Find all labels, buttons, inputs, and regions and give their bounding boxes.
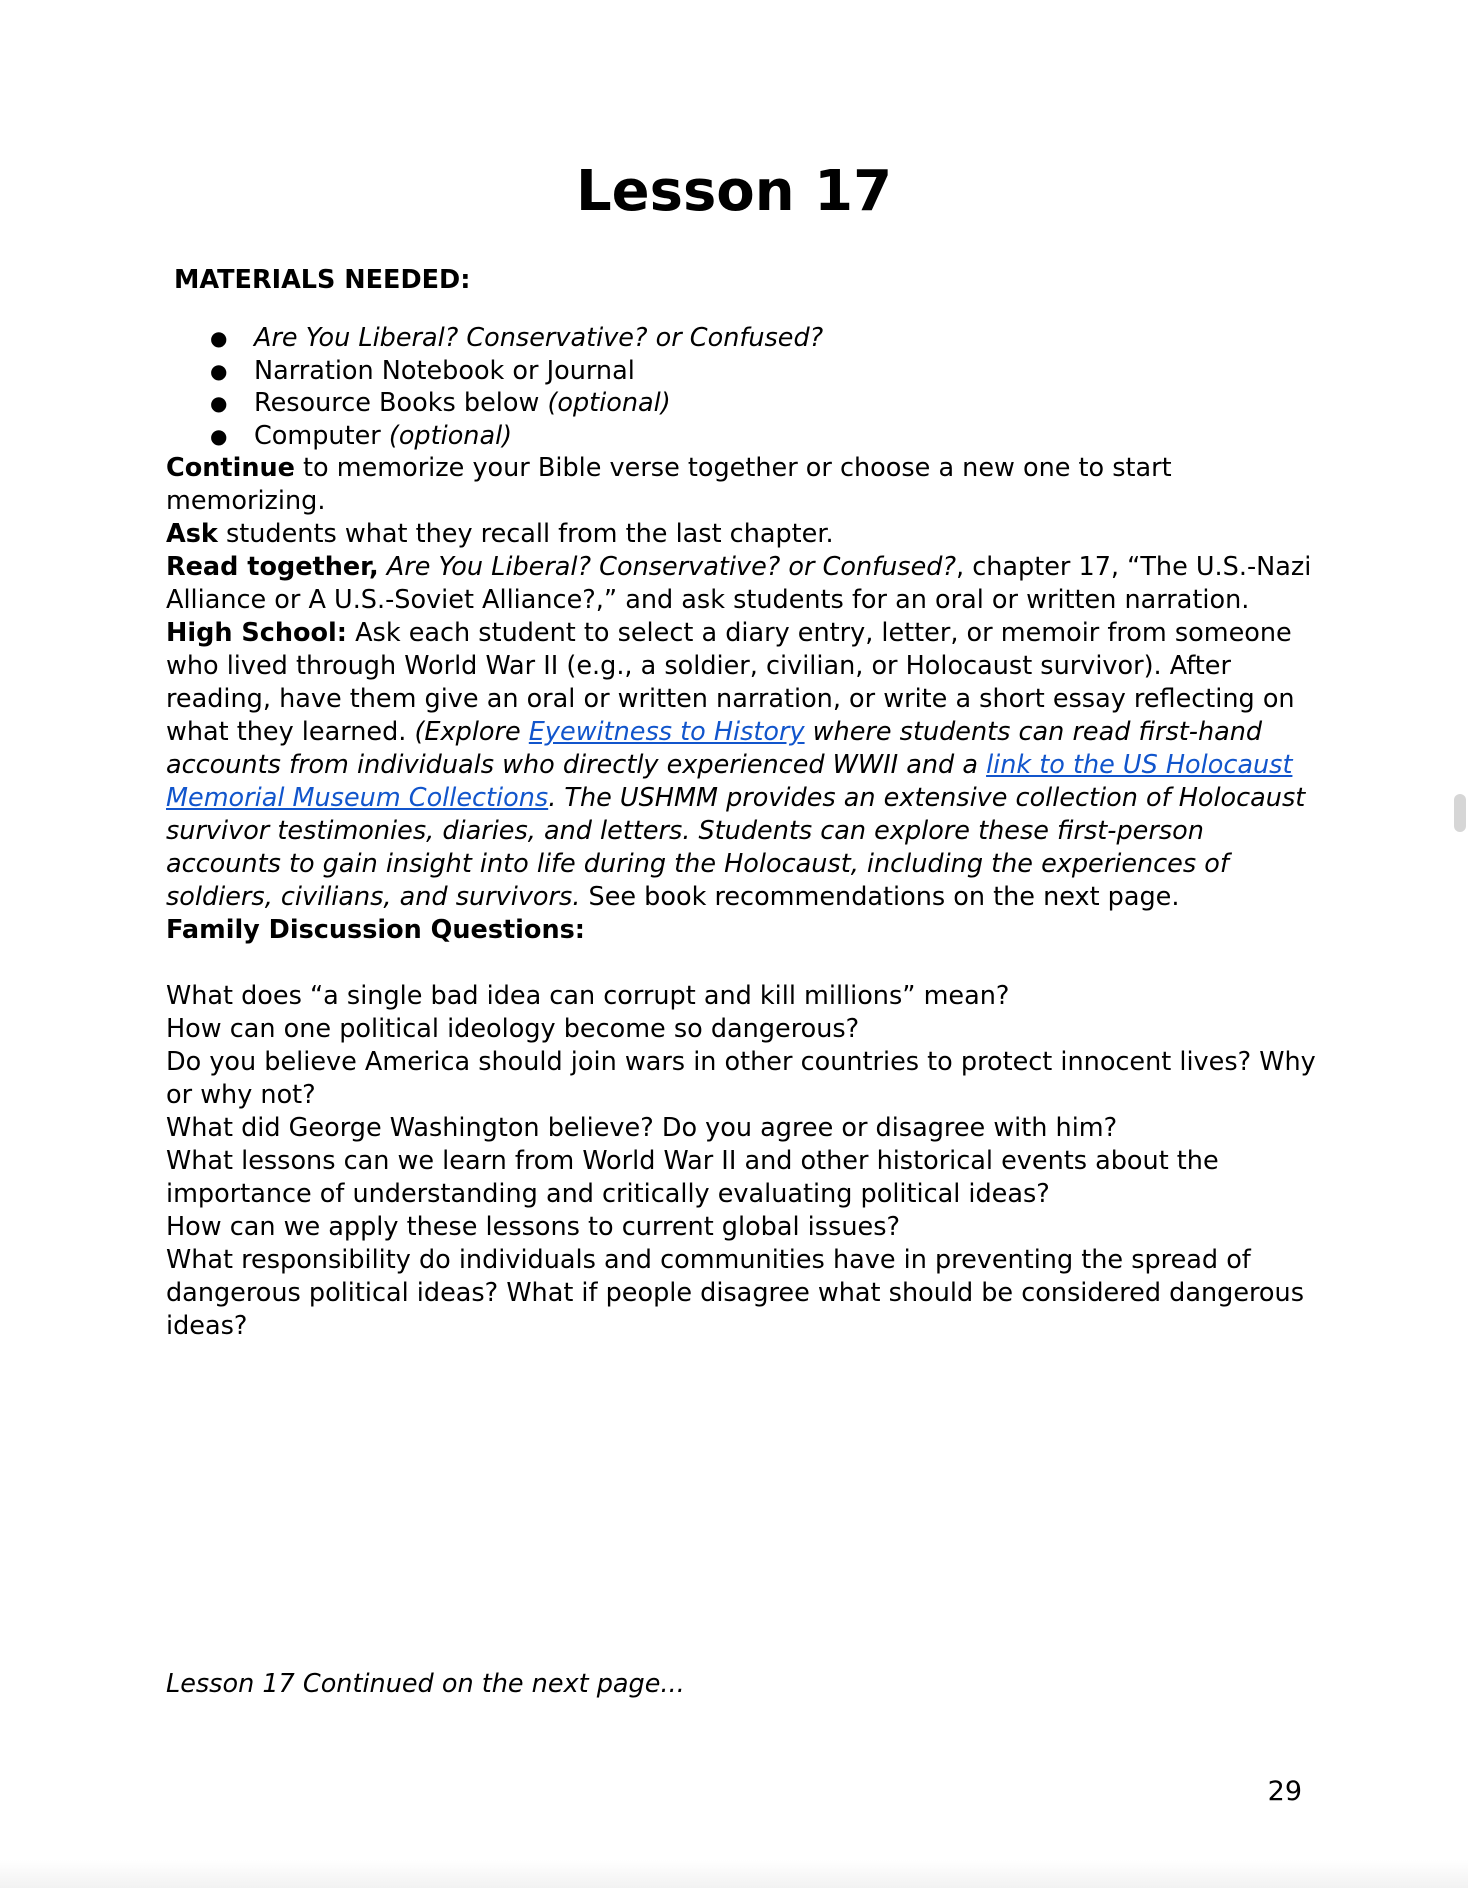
discussion-question: What did George Washington believe? Do you agree or disagree with him? (166, 1113, 1118, 1143)
scrollbar-thumb[interactable] (1454, 794, 1466, 832)
material-item-note: (optional) (388, 420, 513, 451)
discussion-question: What responsibility do individuals and communities have in preventing the spread of dangerous political ideas? What if people disagree what should be considered dangerous ideas? (166, 1245, 1304, 1341)
list-item (166, 420, 1316, 453)
continue-lead: Continue (166, 453, 295, 483)
page-title: Lesson 17 (575, 159, 893, 224)
bullet-icon: ● (210, 326, 228, 350)
ask-lead: Ask (166, 519, 218, 549)
high-school-text: Ask each student to select a diary entry, letter, or memoir from someone who lived through World War II (e.g., a soldier, civilian, or Holocaust survivor). After reading, have them give an oral or written narration, or write a short essay reflecting on what they learned. (166, 618, 1295, 747)
discussion-question: How can we apply these lessons to current global issues? (166, 1212, 901, 1242)
lesson-body (166, 258, 1316, 1343)
discussion-heading-paragraph (166, 914, 1316, 947)
material-item-note: (optional) (547, 388, 671, 418)
list-item (166, 387, 1316, 420)
discussion-heading: Family Discussion Questions: (166, 915, 585, 945)
ask-text: students what they recall from the last chapter. (217, 519, 834, 549)
read-lead: Read together, (166, 552, 379, 582)
read-book-title: Are You Liberal? Conservative? or Confused? (378, 552, 956, 582)
continue-text: to memorize your Bible verse together or choose a new one to start memorizing. (166, 453, 1172, 516)
read-paragraph (166, 551, 1316, 617)
materials-list (166, 322, 1316, 452)
bullet-icon: ● (210, 423, 228, 448)
ushmm-collections-link[interactable]: link to the US Holocaust Memorial Museum Collections (166, 750, 1293, 813)
read-text: , chapter 17, “The U.S.-Nazi Alliance or A U.S.-Soviet Alliance?,” and ask students for an oral or written narration. (166, 552, 1312, 615)
high-school-paragraph (166, 617, 1316, 914)
page-number: 29 (1267, 1776, 1302, 1807)
ask-paragraph (166, 518, 1316, 551)
high-school-italic: (Explore (414, 717, 529, 747)
material-item-text: Computer (254, 420, 389, 451)
page-bottom-edge (0, 1860, 1468, 1888)
continued-note: Lesson 17 Continued on the next page... (166, 1669, 685, 1699)
eyewitness-link[interactable]: Eyewitness to History (528, 717, 805, 747)
high-school-tail: See book recommendations on the next page. (580, 882, 1180, 912)
high-school-italic: . The USHMM provides an extensive collection of Holocaust survivor testimonies, diaries, and letters. Students can explore these first-person accounts to gain insight into life during the Holocaust, including the experiences of soldiers, civilians, and survivors. (166, 783, 1306, 912)
continue-paragraph (166, 452, 1316, 518)
material-item-text: Narration Notebook or Journal (254, 355, 635, 386)
materials-heading: MATERIALS NEEDED: (174, 265, 471, 295)
discussion-question: Do you believe America should join wars in other countries to protect innocent lives? Why or why not? (166, 1047, 1316, 1110)
material-item-text: Resource Books below (254, 388, 548, 418)
list-item (166, 355, 1316, 388)
discussion-question: How can one political ideology become so dangerous? (166, 1014, 860, 1044)
bullet-icon: ● (210, 358, 228, 383)
discussion-question: What does “a single bad idea can corrupt and kill millions” mean? (166, 981, 1010, 1011)
discussion-questions (166, 980, 1316, 1343)
list-item (166, 322, 1316, 355)
discussion-question: What lessons can we learn from World War II and other historical events about the importance of understanding and critically evaluating political ideas? (166, 1146, 1219, 1209)
bullet-icon: ● (210, 391, 228, 415)
high-school-italic: where students can read first-hand accounts from individuals who directly experienced WWII and a (166, 717, 1263, 780)
material-book-title: Are You Liberal? Conservative? or Confused? (254, 323, 824, 353)
high-school-lead: High School: (166, 618, 347, 648)
